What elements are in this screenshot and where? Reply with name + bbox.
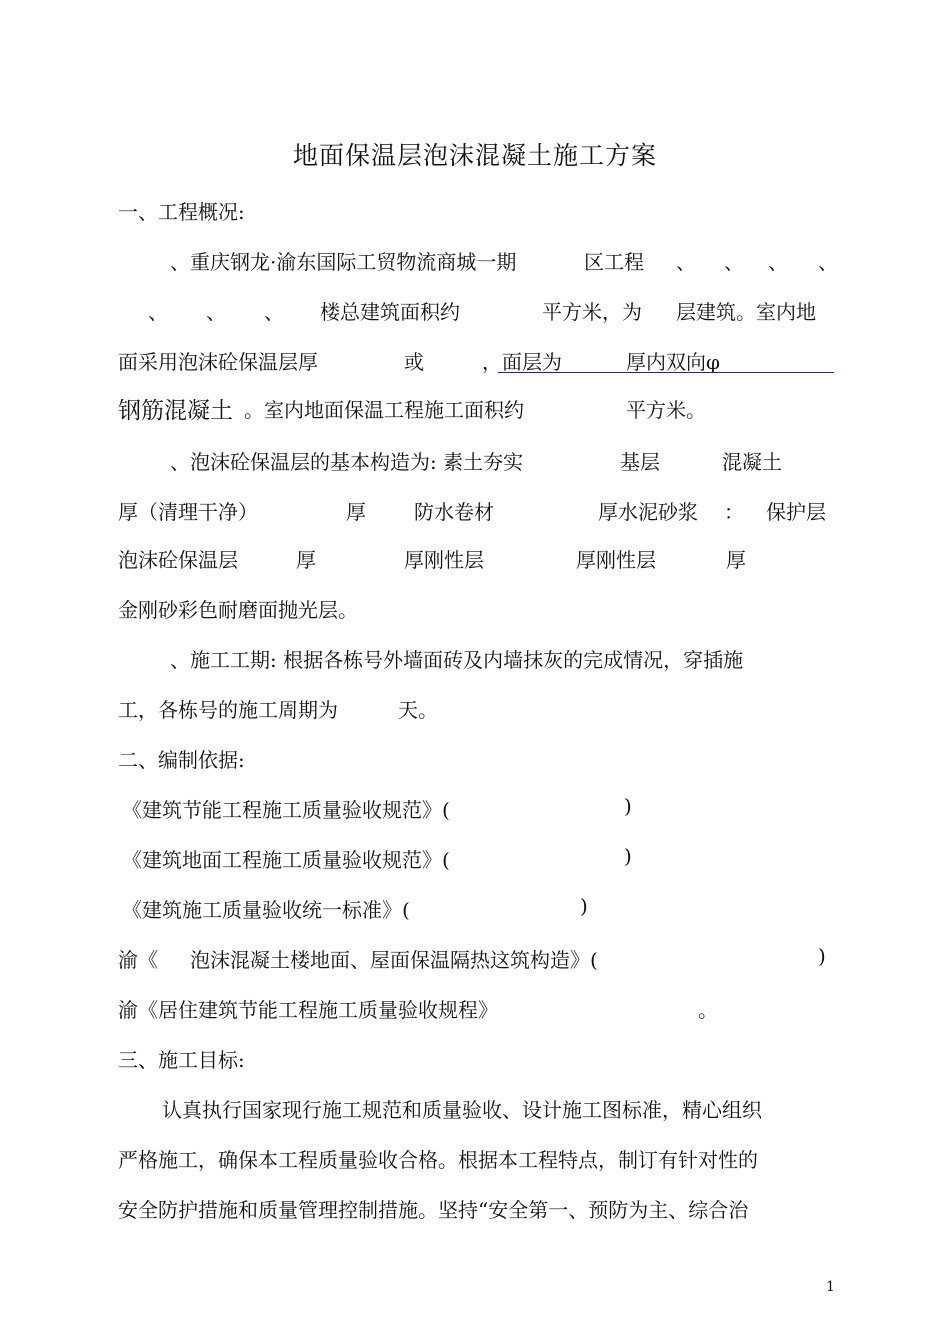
basis-item: 《建筑施工质量验收统一标准》( ) xyxy=(122,894,588,922)
section-heading-basis: 二、编制依据: xyxy=(118,748,245,772)
overview-line: 泡沫砼保温层 厚 厚刚性层 厚刚性层 厚 xyxy=(118,548,746,572)
overview-line: 、重庆钢龙·渝东国际工贸物流商城一期 区工程 、 、 、 、 xyxy=(170,250,838,274)
overview-line: 钢筋混凝土 。室内地面保温工程施工面积约 平方米。 xyxy=(118,398,706,424)
goals-line: 严格施工，确保本工程质量验收合格。根据本工程特点，制订有针对性的 xyxy=(118,1148,758,1172)
goals-line: 安全防护措施和质量管理控制措施。坚持“安全第一、预防为主、综合治 xyxy=(118,1198,749,1222)
overview-line: 、泡沫砼保温层的基本构造为: 素土夯实 基层 混凝土 xyxy=(170,450,782,474)
basis-item: 《建筑节能工程施工质量验收规范》( ) xyxy=(122,794,632,822)
section-heading-goals: 三、施工目标: xyxy=(118,1048,245,1072)
overview-line: 金刚砂彩色耐磨面抛光层。 xyxy=(118,598,358,622)
document-title: 地面保温层泡沫混凝土施工方案 xyxy=(292,141,657,170)
basis-item: 《建筑地面工程施工质量验收规范》( ) xyxy=(122,844,632,872)
text-underline xyxy=(498,372,834,373)
goals-line: 认真执行国家现行施工规范和质量验收、设计施工图标准，精心组织 xyxy=(162,1098,762,1122)
overview-line: 、 、 、 楼总建筑面积约 平方米，为 层建筑。室内地 xyxy=(148,300,816,324)
overview-line: 、施工工期: 根据各栋号外墙面砖及内墙抹灰的完成情况，穿插施 xyxy=(170,648,744,672)
overview-line: 工，各栋号的施工周期为 天。 xyxy=(118,698,438,722)
page-number: 1 xyxy=(826,1279,835,1295)
basis-item: 渝《 泡沫混凝土楼地面、屋面保温隔热这筑构造》( ) xyxy=(118,944,826,972)
overview-line: 厚（清理干净） 厚 防水卷材 厚水泥砂浆 ： 保护层 xyxy=(118,500,826,524)
basis-item: 渝《居住建筑节能工程施工质量验收规程》 。 xyxy=(118,998,718,1022)
overview-line: 面采用泡沫砼保温层厚 或 ， 面层为 厚内双向φ xyxy=(118,350,721,374)
section-heading-overview: 一、工程概况: xyxy=(118,200,245,224)
